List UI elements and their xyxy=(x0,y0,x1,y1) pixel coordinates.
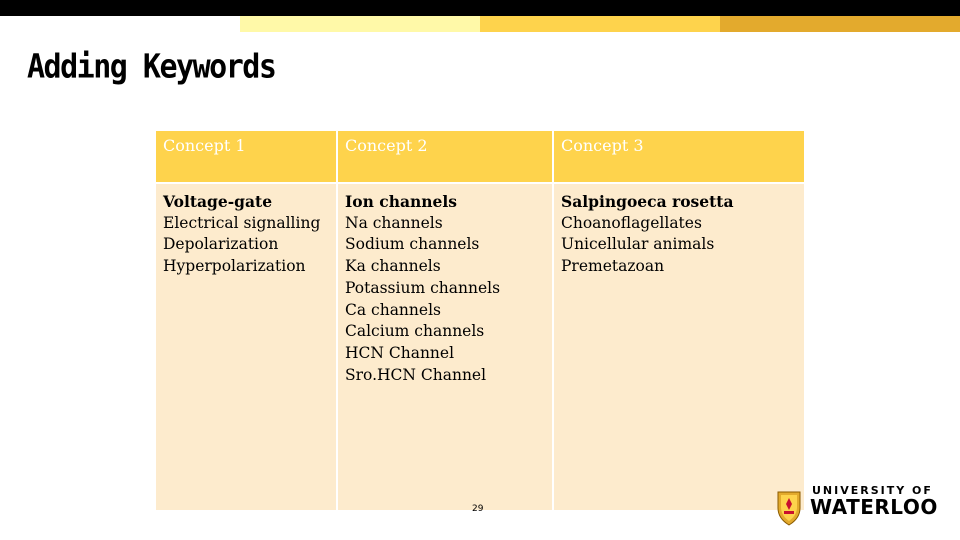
top-bar-segment xyxy=(0,16,240,32)
table-row xyxy=(156,183,804,510)
top-decorative-bar xyxy=(0,0,960,32)
column-header-concept-1: Concept 1 xyxy=(156,131,337,183)
top-bar-segment xyxy=(720,16,960,32)
keyword-item: Ka channels xyxy=(345,257,441,276)
top-bar-black-stripe xyxy=(0,0,960,16)
keyword-item: Na channels xyxy=(345,213,443,232)
university-logo xyxy=(776,484,946,524)
keyword-item: Choanoflagellates xyxy=(561,213,702,232)
keyword-item: HCN Channel xyxy=(345,343,455,362)
concept-2-lead: Ion channels xyxy=(345,192,458,211)
top-bar-segment xyxy=(480,16,720,32)
concept-3-lead: Salpingoeca rosetta xyxy=(561,192,734,211)
keywords-table xyxy=(156,131,804,510)
keyword-item: Sodium channels xyxy=(345,235,480,254)
keyword-item: Premetazoan xyxy=(561,257,665,276)
keyword-item: Unicellular animals xyxy=(561,235,715,254)
logo-university-of-text: UNIVERSITY OF xyxy=(812,484,933,497)
university-crest-icon xyxy=(776,490,802,526)
page-number: 29 xyxy=(472,504,484,514)
keyword-item: Depolarization xyxy=(163,235,279,254)
table-header-row xyxy=(156,131,804,183)
keyword-item: Ca channels xyxy=(345,300,441,319)
column-header-concept-3: Concept 3 xyxy=(553,131,804,183)
concept-1-cell xyxy=(156,183,337,510)
concept-1-lead: Voltage-gate xyxy=(163,192,273,211)
slide-title: Adding Keywords xyxy=(27,48,276,87)
top-bar-segment xyxy=(240,16,480,32)
keyword-item: Calcium channels xyxy=(345,322,485,341)
logo-waterloo-text: WATERLOO xyxy=(810,495,938,519)
concept-3-cell xyxy=(553,183,804,510)
keyword-item: Hyperpolarization xyxy=(163,257,306,276)
keyword-item: Electrical signalling xyxy=(163,213,321,232)
keyword-item: Sro.HCN Channel xyxy=(345,365,487,384)
column-header-concept-2: Concept 2 xyxy=(337,131,553,183)
keyword-item: Potassium channels xyxy=(345,278,501,297)
concept-2-cell xyxy=(337,183,553,510)
